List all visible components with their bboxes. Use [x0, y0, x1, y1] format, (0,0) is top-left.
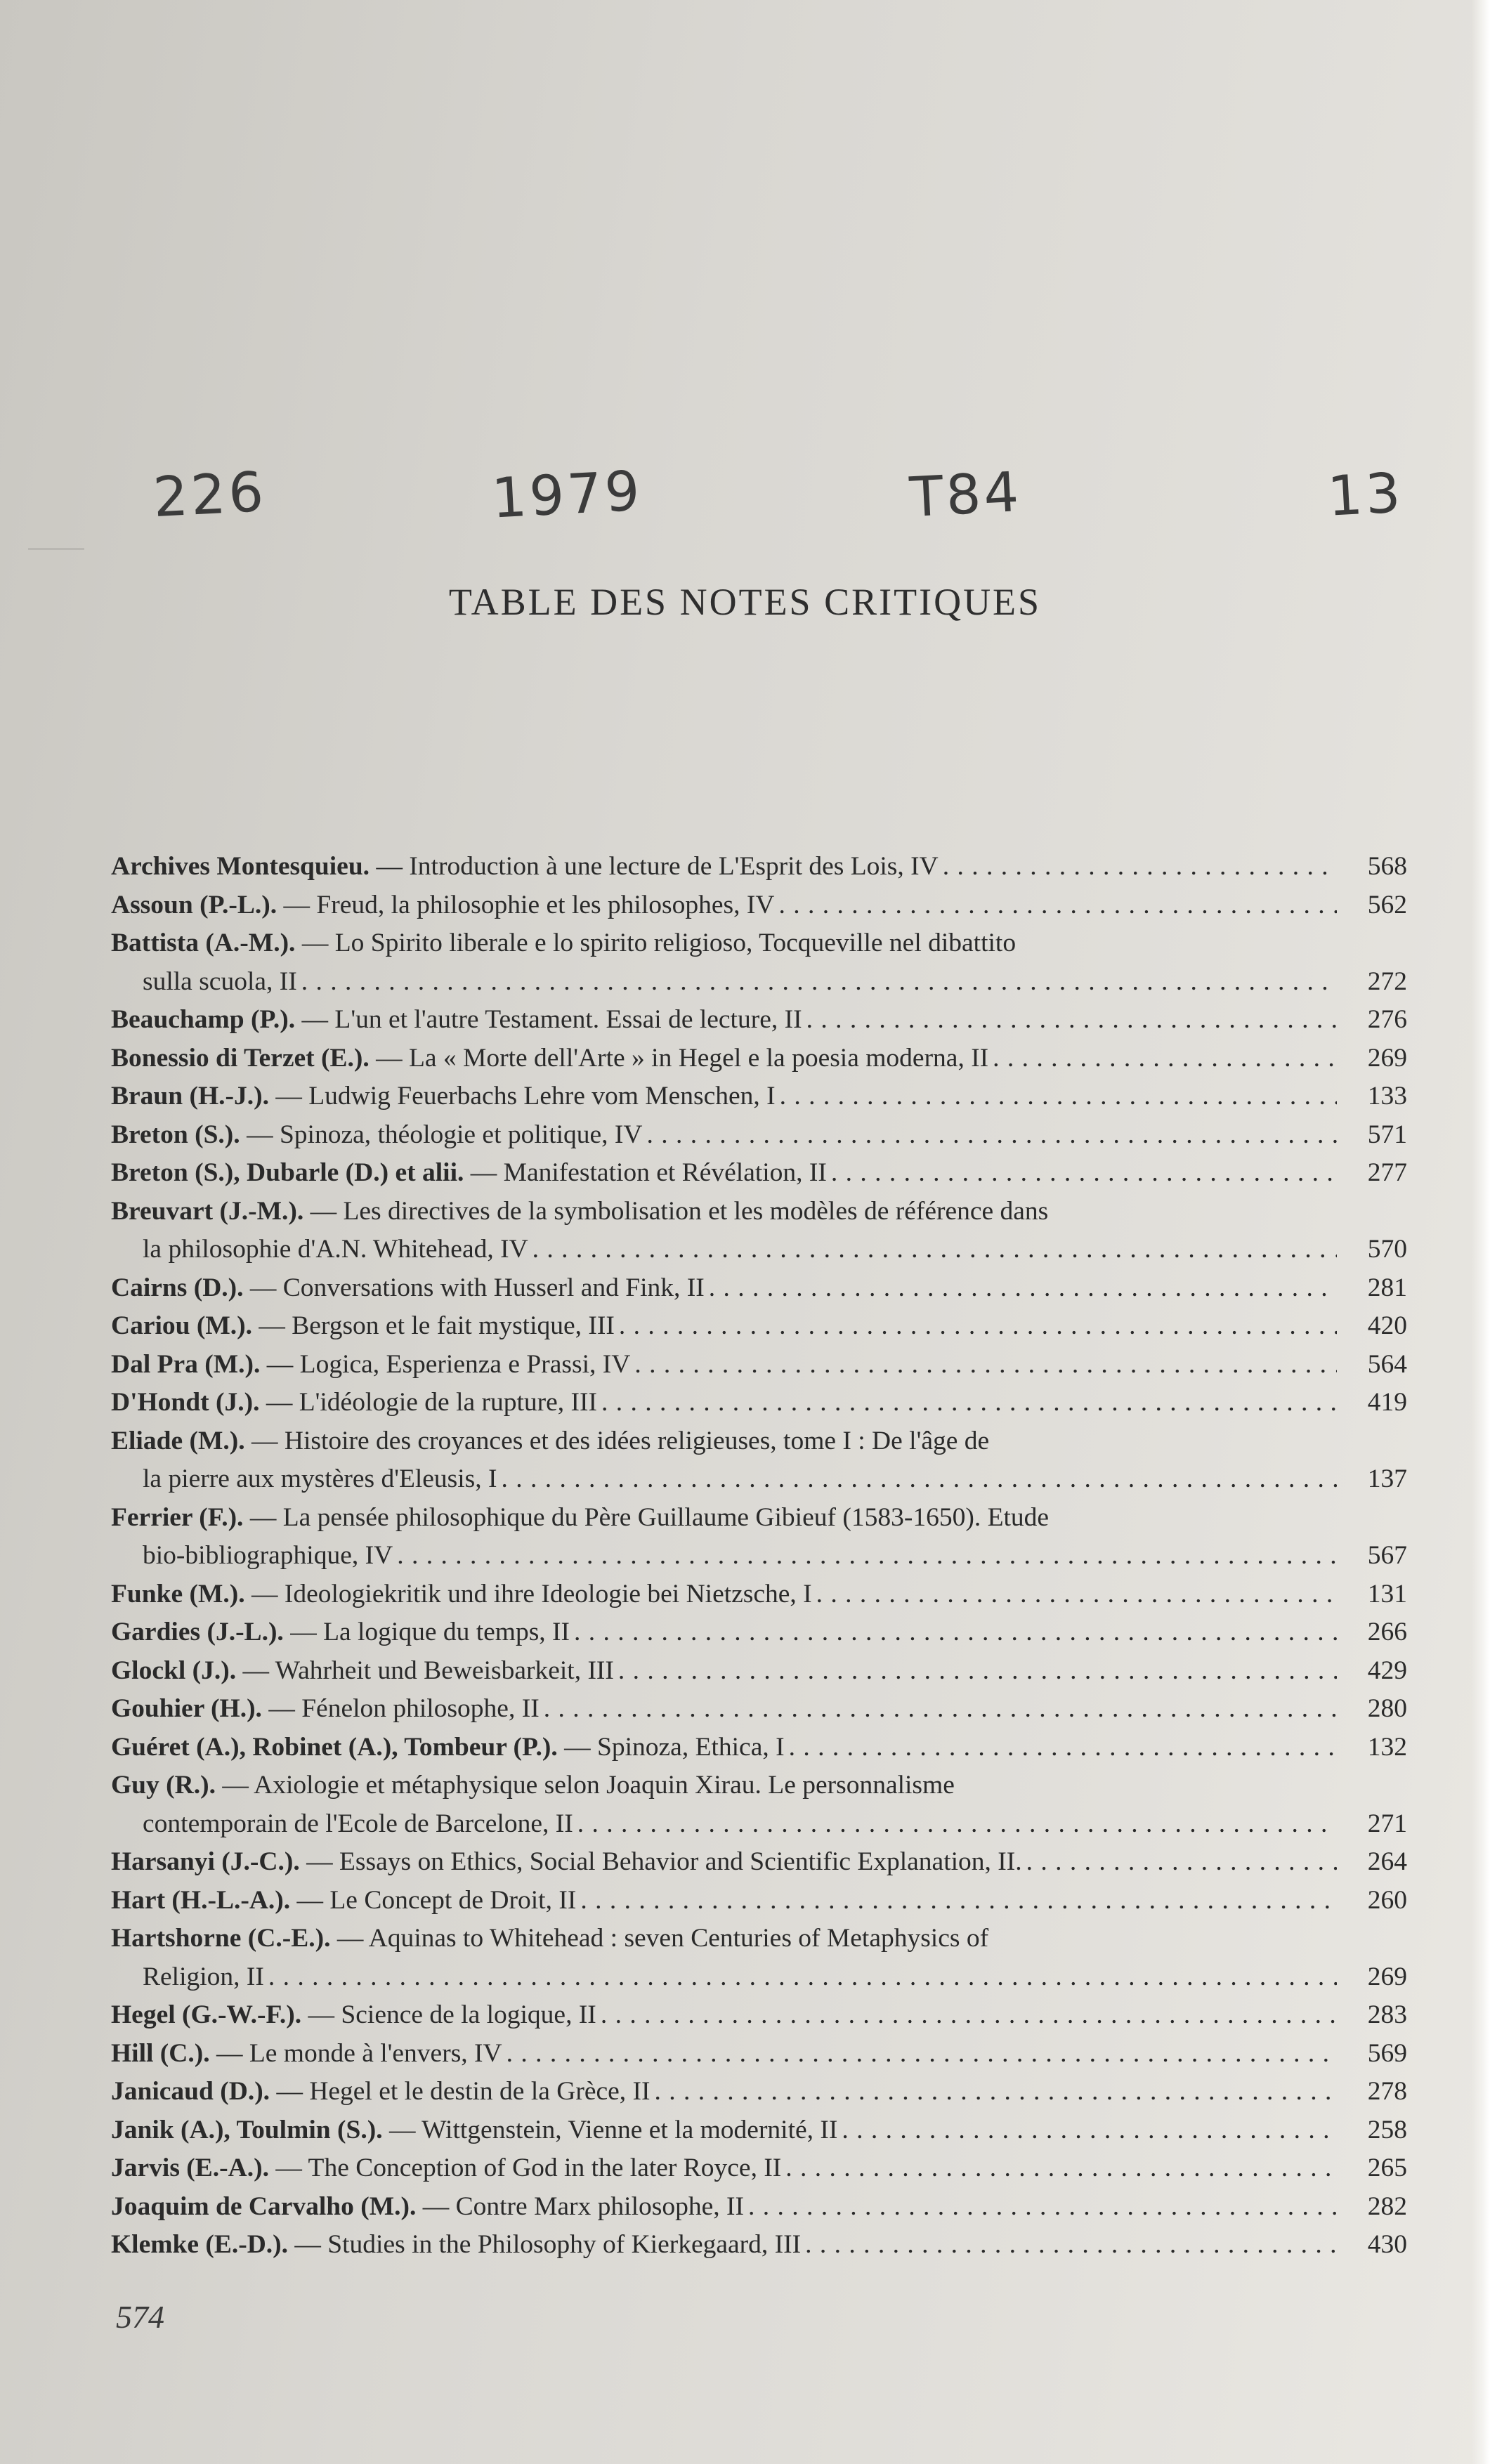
page-reference: 266 — [1367, 1618, 1407, 1646]
entry-text — [111, 1613, 1337, 1652]
work-title: — Lo Spirito liberale e lo spirito religioso, Tocqueville nel dibattito — [301, 929, 1017, 957]
page-reference: 137 — [1367, 1464, 1407, 1493]
entry-line — [111, 1767, 1337, 1805]
table-row — [111, 1767, 1407, 1843]
author-name: Ferrier (F.). — [111, 1502, 244, 1532]
work-title: — Axiologie et métaphysique selon Joaquin Xirau. Le personnalisme — [222, 1771, 955, 1800]
work-title: — L'idéologie de la rupture, III — [266, 1388, 598, 1417]
entry-text — [111, 2111, 1337, 2150]
entry-line — [111, 886, 1337, 925]
work-title: — Ideologiekritik und ihre Ideologie bei Nietzsche, I — [251, 1579, 812, 1608]
author-name: Beauchamp (P.). — [111, 1005, 296, 1034]
page-reference: 419 — [1367, 1388, 1407, 1417]
author-name: Gouhier (H.). — [111, 1694, 262, 1723]
entry-text — [111, 1920, 1337, 1996]
entry-line — [111, 1307, 1337, 1346]
entry-line — [111, 1613, 1337, 1652]
entry-text — [111, 2035, 1337, 2073]
entry-line — [111, 1958, 1337, 1997]
page-reference: 269 — [1367, 1962, 1407, 1991]
work-title: — Bergson et le fait mystique, III — [259, 1311, 615, 1340]
entry-line — [111, 1652, 1337, 1691]
table-row — [111, 1154, 1407, 1193]
table-row — [111, 1384, 1407, 1422]
entry-line — [111, 1231, 1337, 1269]
handwritten-note-3: T84 — [908, 460, 1024, 530]
page-reference: 569 — [1367, 2038, 1407, 2068]
page-reference: 260 — [1367, 1885, 1407, 1915]
work-title: — Studies in the Philosophy of Kierkegaard, III — [294, 2230, 802, 2259]
table-row — [111, 848, 1407, 886]
entry-text — [111, 1040, 1337, 1078]
page-reference: 282 — [1367, 2191, 1407, 2221]
work-title: — Ludwig Feuerbachs Lehre vom Menschen, I — [275, 1082, 776, 1110]
entry-text — [111, 2188, 1337, 2227]
table-row — [111, 1040, 1407, 1078]
table-row — [111, 1422, 1407, 1499]
author-name: Cairns (D.). — [111, 1273, 244, 1302]
work-title: contemporain de l'Ecole de Barcelone, II — [143, 1809, 573, 1838]
page-reference: 570 — [1367, 1235, 1407, 1264]
author-name: Breuvart (J.-M.). — [111, 1196, 304, 1226]
table-row — [111, 1077, 1407, 1116]
work-title: — La « Morte dell'Arte » in Hegel e la poesia moderna, II — [376, 1043, 989, 1073]
table-row — [111, 886, 1407, 925]
page-reference: 564 — [1367, 1349, 1407, 1379]
work-title: — Conversations with Husserl and Fink, II — [249, 1273, 705, 1302]
entry-text — [111, 1499, 1337, 1575]
work-title: — Freud, la philosophie et les philosophes, IV — [283, 890, 775, 919]
entry-line — [111, 1154, 1337, 1193]
entry-line — [111, 1384, 1337, 1422]
page-reference: 258 — [1367, 2115, 1407, 2144]
author-name: Guéret (A.), Robinet (A.), Tombeur (P.). — [111, 1732, 558, 1762]
margin-mark — [28, 548, 84, 550]
entry-text — [111, 1882, 1337, 1920]
author-name: Janicaud (D.). — [111, 2077, 270, 2106]
page-reference: 265 — [1367, 2154, 1407, 2182]
handwritten-annotations — [140, 459, 1419, 548]
work-title: — Essays on Ethics, Social Behavior and Scientific Explanation, II. — [306, 1847, 1022, 1876]
entry-text — [111, 1077, 1337, 1116]
entry-line — [111, 1575, 1337, 1614]
entry-text — [111, 1384, 1337, 1422]
entry-text — [111, 848, 1337, 886]
entry-line — [111, 1690, 1337, 1729]
work-title: — Spinoza, Ethica, I — [564, 1732, 785, 1762]
table-row — [111, 2035, 1407, 2073]
entry-line — [111, 2226, 1337, 2265]
entry-text — [111, 1269, 1337, 1308]
entry-text — [111, 1729, 1337, 1767]
page-reference: 133 — [1367, 1082, 1407, 1110]
author-name: Klemke (E.-D.). — [111, 2230, 289, 2259]
table-row — [111, 2226, 1407, 2265]
entry-text — [111, 1346, 1337, 1384]
author-name: D'Hondt (J.). — [111, 1388, 260, 1417]
entry-line — [111, 924, 1337, 963]
table-row — [111, 1116, 1407, 1155]
entry-line — [111, 1499, 1337, 1538]
page-reference: 278 — [1367, 2077, 1407, 2106]
table-row — [111, 1001, 1407, 1040]
entry-text — [111, 2073, 1337, 2111]
entry-text — [111, 1690, 1337, 1729]
work-title: — Aquinas to Whitehead : seven Centuries of Metaphysics of — [336, 1924, 989, 1953]
author-name: Funke (M.). — [111, 1579, 245, 1608]
work-title: la pierre aux mystères d'Eleusis, I — [143, 1464, 497, 1493]
entry-line — [111, 1077, 1337, 1116]
entry-line — [111, 1882, 1337, 1920]
entry-text — [111, 886, 1337, 925]
author-name: Breton (S.). — [111, 1120, 240, 1149]
table-row — [111, 1652, 1407, 1691]
author-name: Breton (S.), Dubarle (D.) et alii. — [111, 1158, 464, 1187]
entry-text — [111, 1001, 1337, 1040]
page-reference: 269 — [1367, 1043, 1407, 1073]
work-title: — Science de la logique, II — [308, 2000, 596, 2029]
work-title: — Fénelon philosophe, II — [268, 1694, 540, 1723]
work-title: — Histoire des croyances et des idées religieuses, tome I : De l'âge de — [251, 1426, 990, 1455]
work-title: — Contre Marx philosophe, II — [422, 2191, 744, 2221]
entry-line — [111, 2149, 1337, 2188]
entry-text — [111, 2226, 1337, 2265]
author-name: Hart (H.-L.-A.). — [111, 1885, 291, 1915]
entry-line — [111, 1920, 1337, 1958]
author-name: Archives Montesquieu. — [111, 852, 370, 881]
page-reference: 283 — [1367, 2000, 1407, 2029]
page-reference: 280 — [1367, 1694, 1407, 1723]
handwritten-note-4: 13 — [1326, 461, 1405, 529]
entry-line — [111, 1996, 1337, 2035]
entry-line — [111, 848, 1337, 886]
entry-line — [111, 1460, 1337, 1499]
work-title: Religion, II — [143, 1962, 264, 1991]
table-row — [111, 1843, 1407, 1882]
critical-notes-table — [111, 848, 1407, 2265]
entry-text — [111, 1843, 1337, 1882]
work-title: — Le monde à l'envers, IV — [216, 2038, 502, 2068]
page-reference: 430 — [1367, 2230, 1407, 2259]
page-number: 574 — [116, 2299, 164, 2335]
author-name: Janik (A.), Toulmin (S.). — [111, 2115, 383, 2144]
entry-text — [111, 1154, 1337, 1193]
work-title: — Spinoza, théologie et politique, IV — [247, 1120, 643, 1149]
entry-line — [111, 963, 1337, 1002]
table-row — [111, 2111, 1407, 2150]
page-reference: 264 — [1367, 1847, 1407, 1876]
work-title: — Wahrheit und Beweisbarkeit, III — [242, 1656, 614, 1685]
work-title: — Logica, Esperienza e Prassi, IV — [266, 1349, 631, 1379]
author-name: Jarvis (E.-A.). — [111, 2154, 269, 2182]
author-name: Dal Pra (M.). — [111, 1349, 261, 1379]
entry-text — [111, 1652, 1337, 1691]
work-title: — L'un et l'autre Testament. Essai de lecture, II — [301, 1005, 802, 1034]
entry-text — [111, 1422, 1337, 1499]
table-row — [111, 1882, 1407, 1920]
table-row — [111, 1193, 1407, 1269]
entry-line — [111, 1346, 1337, 1384]
entry-text — [111, 1193, 1337, 1269]
page-reference: 277 — [1367, 1158, 1407, 1187]
author-name: Battista (A.-M.). — [111, 929, 296, 957]
table-row — [111, 1690, 1407, 1729]
table-row — [111, 1499, 1407, 1575]
table-row — [111, 2073, 1407, 2111]
table-row — [111, 1269, 1407, 1308]
author-name: Glockl (J.). — [111, 1656, 237, 1685]
handwritten-note-1: 226 — [151, 460, 268, 530]
entry-line — [111, 1116, 1337, 1155]
author-name: Gardies (J.-L.). — [111, 1618, 284, 1646]
table-row — [111, 1729, 1407, 1767]
table-row — [111, 1613, 1407, 1652]
author-name: Harsanyi (J.-C.). — [111, 1847, 300, 1876]
author-name: Hill (C.). — [111, 2038, 210, 2068]
work-title: bio-bibliographique, IV — [143, 1541, 393, 1570]
author-name: Braun (H.-J.). — [111, 1082, 269, 1110]
work-title: — La logique du temps, II — [290, 1618, 570, 1646]
page-reference: 429 — [1367, 1656, 1407, 1685]
table-row — [111, 924, 1407, 1001]
entry-line — [111, 1422, 1337, 1461]
table-row — [111, 1920, 1407, 1996]
author-name: Hegel (G.-W.-F.). — [111, 2000, 302, 2029]
work-title: — La pensée philosophique du Père Guillaume Gibieuf (1583-1650). Etude — [249, 1502, 1050, 1532]
work-title: — Introduction à une lecture de L'Esprit des Lois, IV — [376, 852, 939, 881]
work-title: — Hegel et le destin de la Grèce, II — [276, 2077, 651, 2106]
table-row — [111, 1575, 1407, 1614]
author-name: Bonessio di Terzet (E.). — [111, 1043, 370, 1073]
table-row — [111, 1307, 1407, 1346]
page-reference: 568 — [1367, 852, 1407, 881]
page-edge — [1472, 0, 1490, 2464]
entry-text — [111, 1116, 1337, 1155]
author-name: Eliade (M.). — [111, 1426, 245, 1455]
entry-line — [111, 1001, 1337, 1040]
work-title: la philosophie d'A.N. Whitehead, IV — [143, 1235, 528, 1264]
author-name: Guy (R.). — [111, 1771, 216, 1800]
handwritten-note-2: 1979 — [490, 459, 644, 531]
work-title: — Les directives de la symbolisation et les modèles de référence dans — [310, 1196, 1049, 1226]
table-row — [111, 2149, 1407, 2188]
page-title: TABLE DES NOTES CRITIQUES — [448, 581, 1042, 623]
entry-line — [111, 2188, 1337, 2227]
entry-line — [111, 2035, 1337, 2073]
page-reference: 272 — [1367, 966, 1407, 996]
entry-text — [111, 2149, 1337, 2188]
entry-text — [111, 1307, 1337, 1346]
entry-line — [111, 1269, 1337, 1308]
entry-line — [111, 1805, 1337, 1844]
page-reference: 131 — [1367, 1579, 1407, 1608]
entry-text — [111, 924, 1337, 1001]
table-row — [111, 2188, 1407, 2227]
table-row — [111, 1346, 1407, 1384]
work-title: sulla scuola, II — [143, 966, 297, 996]
page-reference: 281 — [1367, 1273, 1407, 1302]
page-reference: 562 — [1367, 890, 1407, 919]
entry-line — [111, 1193, 1337, 1231]
entry-text — [111, 1575, 1337, 1614]
entry-line — [111, 2111, 1337, 2150]
page-reference: 132 — [1367, 1732, 1407, 1762]
page-reference: 571 — [1367, 1120, 1407, 1149]
entry-text — [111, 1996, 1337, 2035]
entry-line — [111, 1729, 1337, 1767]
table-row — [111, 1996, 1407, 2035]
entry-line — [111, 1040, 1337, 1078]
author-name: Assoun (P.-L.). — [111, 890, 277, 919]
entry-line — [111, 1537, 1337, 1575]
work-title: — The Conception of God in the later Royce, II — [275, 2154, 782, 2182]
work-title: — Wittgenstein, Vienne et la modernité, II — [388, 2115, 838, 2144]
entry-text — [111, 1767, 1337, 1843]
page-reference: 276 — [1367, 1005, 1407, 1034]
work-title: — Le Concept de Droit, II — [296, 1885, 577, 1915]
entry-line — [111, 2073, 1337, 2111]
page-reference: 271 — [1367, 1809, 1407, 1838]
author-name: Cariou (M.). — [111, 1311, 252, 1340]
work-title: — Manifestation et Révélation, II — [470, 1158, 827, 1187]
author-name: Hartshorne (C.-E.). — [111, 1924, 331, 1953]
author-name: Joaquim de Carvalho (M.). — [111, 2191, 417, 2221]
entry-line — [111, 1843, 1337, 1882]
page-reference: 420 — [1367, 1311, 1407, 1340]
page-reference: 567 — [1367, 1541, 1407, 1570]
